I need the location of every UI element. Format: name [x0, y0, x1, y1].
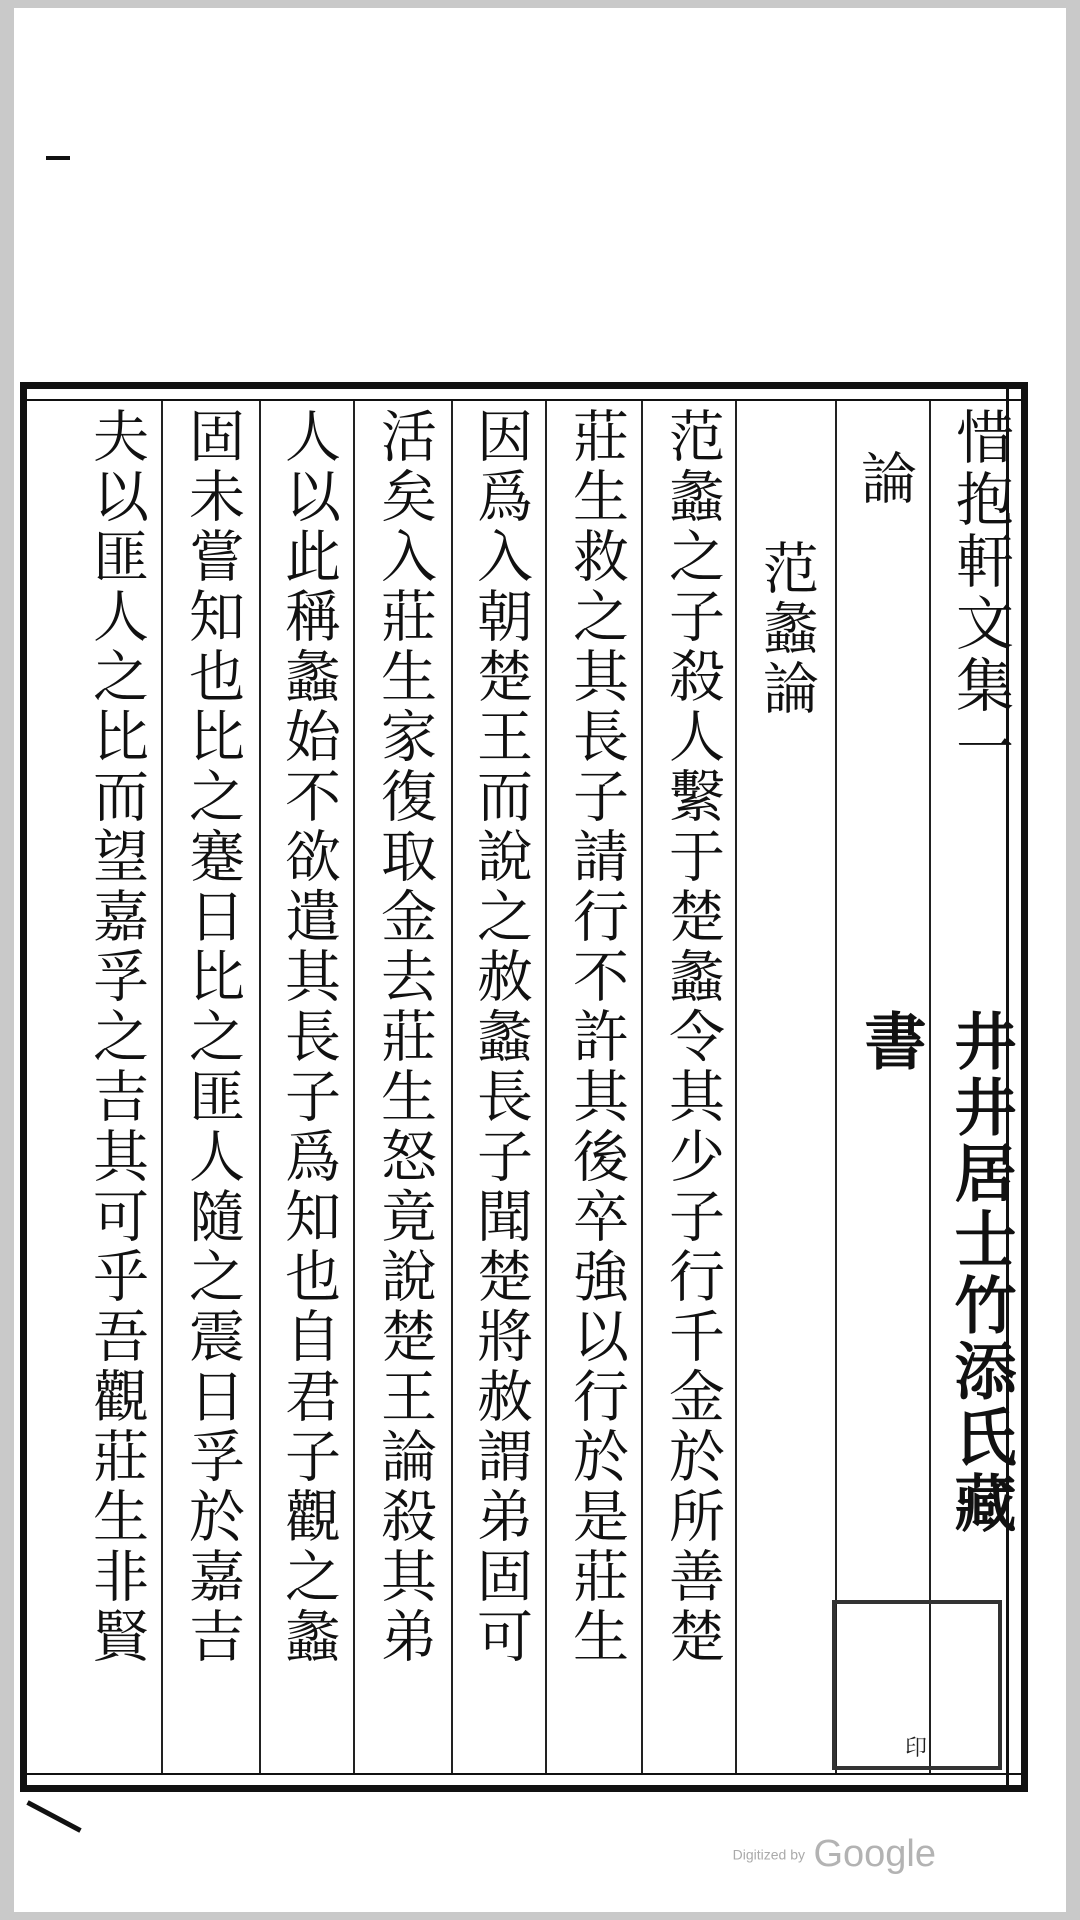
text-column-1: 范蠡之子殺人繫于楚蠡令其少子行千金於所善楚: [660, 407, 725, 1667]
column-rule: [259, 401, 261, 1773]
book-title-column: 惜抱軒文集一: [946, 407, 1014, 779]
section-heading: 論: [852, 449, 917, 509]
column-rule: [835, 401, 837, 1773]
owner-inscription: 井井居士竹添氏藏書: [854, 1009, 1017, 1537]
column-rule: [641, 401, 643, 1773]
collector-seal: [832, 1600, 1002, 1770]
column-rule: [451, 401, 453, 1773]
text-column-5: 人以此稱蠡始不欲遣其長子爲知也自君子觀之蠡: [276, 407, 341, 1667]
frame-inner-top-rule: [27, 399, 1021, 401]
column-rule: [161, 401, 163, 1773]
digitized-by-label: Digitized by: [732, 1846, 805, 1863]
essay-title: 范蠡論: [754, 539, 819, 719]
ink-speck: [46, 156, 70, 160]
text-column-3: 因爲入朝楚王而說之赦蠡長子聞楚將赦謂弟固可: [468, 407, 533, 1667]
google-logo: Google: [813, 1833, 936, 1875]
book-page: [14, 8, 1066, 1912]
text-column-7: 夫以匪人之比而望嘉孚之吉其可乎吾觀莊生非賢: [84, 407, 149, 1667]
text-column-4: 活矣入莊生家復取金去莊生怒竟說楚王論殺其弟: [372, 407, 437, 1667]
column-rule: [929, 401, 931, 1773]
ink-stroke: [26, 1800, 81, 1833]
column-rule: [353, 401, 355, 1773]
digitized-by-google-watermark: [733, 1833, 936, 1876]
column-rule: [545, 401, 547, 1773]
text-block-frame: [20, 382, 1028, 1792]
text-column-6: 固未嘗知也比之蹇日比之匪人隨之震日孚於嘉吉: [180, 407, 245, 1667]
seal-label: 印: [904, 1736, 929, 1761]
text-column-2: 莊生救之其長子請行不許其後卒強以行於是莊生: [564, 407, 629, 1667]
